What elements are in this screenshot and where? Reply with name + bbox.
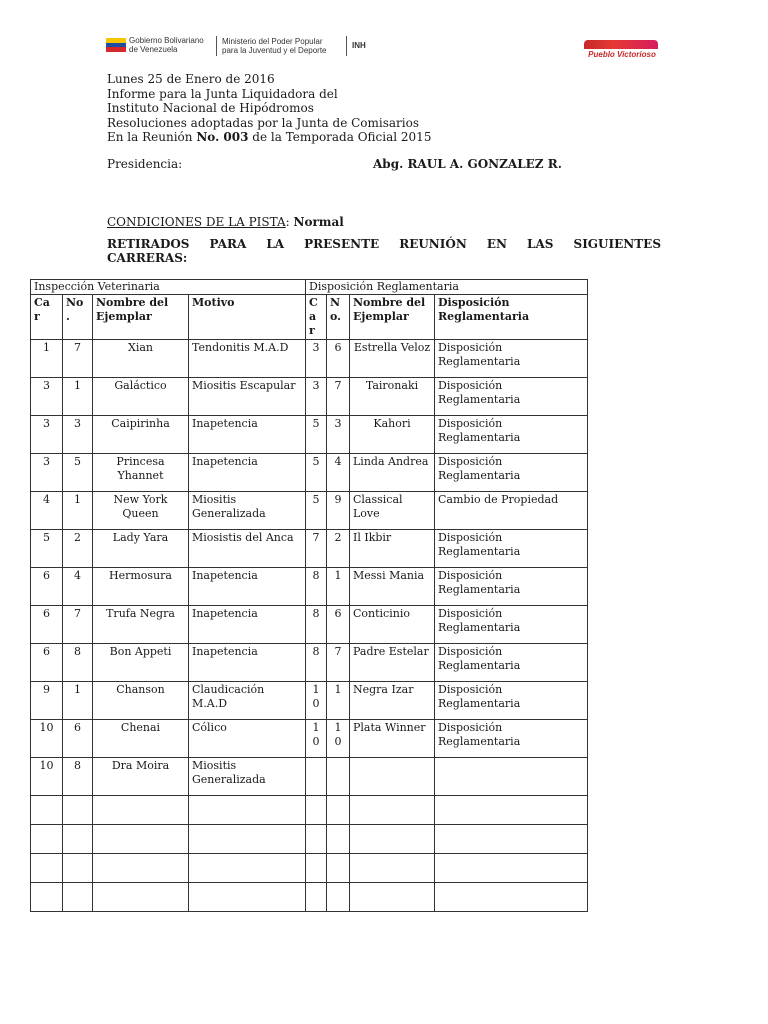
cell-nombre: Princesa Yhannet [93,454,189,492]
cell-disposicion: Disposición Reglamentaria [435,454,588,492]
header-nombre-2: Nombre del Ejemplar [350,295,435,340]
cell-motivo: Miositis Generalizada [189,758,306,796]
cell-disposicion: Disposición Reglamentaria [435,416,588,454]
cell-motivo: Cólico [189,720,306,758]
header-car: Ca r [31,295,63,340]
cell-no: 6 [63,720,93,758]
empty-row [31,883,588,912]
header-no: No . [63,295,93,340]
cell-car: 6 [31,568,63,606]
cell-nombre: Chanson [93,682,189,720]
cell-car: 10 [31,758,63,796]
group-header-disposicion: Disposición Reglamentaria [306,280,588,295]
cell-disposicion: Disposición Reglamentaria [435,644,588,682]
table-row [31,492,588,530]
header-divider [216,36,217,56]
cell-no-2: 6 [327,606,350,644]
cell-disposicion: Disposición Reglamentaria [435,530,588,568]
cell-disposicion: Disposición Reglamentaria [435,720,588,758]
cell-nombre: Galáctico [93,378,189,416]
cell-nombre: Lady Yara [93,530,189,568]
header-no-2: N o. [327,295,350,340]
cell-car-2: 3 [306,340,327,378]
header-car-2: C a r [306,295,327,340]
cell-car: 10 [31,720,63,758]
cell-no: 1 [63,492,93,530]
table-row [31,682,588,720]
cell-nombre-2: Negra Izar [350,682,435,720]
table-row [31,530,588,568]
cell-no-2: 7 [327,378,350,416]
table-row [31,758,588,796]
ministry-logo-text: Ministerio del Poder Popular para la Juventud y el Deporte [222,37,327,55]
pueblo-victorioso-logo [580,40,664,62]
report-recipient: Informe para la Junta Liquidadora del [107,86,338,101]
cell-nombre-2: Plata Winner [350,720,435,758]
table-row [31,568,588,606]
cell-no: 1 [63,378,93,416]
cell-no-2: 1 [327,682,350,720]
cell-car: 5 [31,530,63,568]
cell-car-2: 8 [306,606,327,644]
header-motivo: Motivo [189,295,306,340]
cell-motivo: Claudicación M.A.D [189,682,306,720]
cell-car: 6 [31,644,63,682]
cell-car: 4 [31,492,63,530]
table-header-row [31,295,588,340]
cell-car-2: 8 [306,644,327,682]
cell-car-2: 8 [306,568,327,606]
cell-nombre-2 [350,758,435,796]
cell-car-2: 1 0 [306,682,327,720]
cell-disposicion: Disposición Reglamentaria [435,378,588,416]
cell-no-2: 7 [327,644,350,682]
table-row [31,606,588,644]
cell-car-2 [306,758,327,796]
retirados-heading: RETIRADOS PARA LA PRESENTE REUNIÓN EN LAS SIGUIENTES [107,237,661,251]
presidencia-label: Presidencia: [107,157,183,171]
cell-no: 4 [63,568,93,606]
cell-no-2: 4 [327,454,350,492]
cell-nombre: Trufa Negra [93,606,189,644]
withdrawals-table [30,279,588,912]
cell-no: 5 [63,454,93,492]
table-row [31,720,588,758]
cell-disposicion: Disposición Reglamentaria [435,606,588,644]
cell-disposicion: Disposición Reglamentaria [435,568,588,606]
cell-car-2: 5 [306,492,327,530]
header-divider [346,36,347,56]
header-nombre: Nombre del Ejemplar [93,295,189,340]
cell-car-2: 1 0 [306,720,327,758]
cell-nombre: Xian [93,340,189,378]
retirados-heading-cont: CARRERAS: [107,251,188,265]
cell-nombre: Caipirinha [93,416,189,454]
cell-disposicion: Cambio de Propiedad [435,492,588,530]
cell-car-2: 5 [306,454,327,492]
institution-name: Instituto Nacional de Hipódromos [107,101,314,115]
meeting-info: En la Reunión No. 003 de la Temporada Oficial 2015 [107,130,432,144]
report-date: Lunes 25 de Enero de 2016 [107,72,275,86]
header-disposicion: Disposición Reglamentaria [435,295,588,340]
cell-nombre-2: Padre Estelar [350,644,435,682]
cell-car: 3 [31,454,63,492]
report-intro [107,72,667,145]
empty-row [31,825,588,854]
cell-no: 1 [63,682,93,720]
cell-nombre-2: Estrella Veloz [350,340,435,378]
cell-nombre-2: Linda Andrea [350,454,435,492]
cell-motivo: Miosistis del Anca [189,530,306,568]
cell-disposicion: Disposición Reglamentaria [435,682,588,720]
cell-nombre-2: Classical Love [350,492,435,530]
cell-no: 8 [63,644,93,682]
cell-car-2: 5 [306,416,327,454]
cell-no: 7 [63,606,93,644]
cell-no-2: 9 [327,492,350,530]
cell-car: 3 [31,378,63,416]
cell-no-2: 2 [327,530,350,568]
venezuela-flag-icon [106,38,126,52]
gobierno-logo-text: Gobierno Bolivariano de Venezuela [129,36,204,54]
cell-car: 9 [31,682,63,720]
cell-no: 8 [63,758,93,796]
cell-no-2: 1 [327,568,350,606]
cell-disposicion [435,758,588,796]
cell-no-2: 6 [327,340,350,378]
logo-banner-shape [584,40,658,49]
cell-car: 6 [31,606,63,644]
cell-nombre: Chenai [93,720,189,758]
presidencia-name: Abg. RAUL A. GONZALEZ R. [373,157,562,171]
table-row [31,454,588,492]
track-conditions: CONDICIONES DE LA PISTA: Normal [107,215,344,229]
cell-motivo: Tendonitis M.A.D [189,340,306,378]
cell-nombre-2: Kahori [350,416,435,454]
cell-motivo: Inapetencia [189,606,306,644]
cell-no: 3 [63,416,93,454]
table-row [31,378,588,416]
cell-car: 3 [31,416,63,454]
empty-row [31,796,588,825]
cell-motivo: Inapetencia [189,568,306,606]
cell-nombre-2: Conticinio [350,606,435,644]
group-header-veterinaria: Inspección Veterinaria [31,280,306,295]
cell-nombre: Hermosura [93,568,189,606]
cell-car-2: 3 [306,378,327,416]
logo-caption: Pueblo Victorioso [588,50,656,59]
table-row [31,644,588,682]
cell-car: 1 [31,340,63,378]
inh-logo-text: INH [352,41,366,50]
cell-no-2: 1 0 [327,720,350,758]
table-row [31,416,588,454]
cell-disposicion: Disposición Reglamentaria [435,340,588,378]
cell-motivo: Miositis Generalizada [189,492,306,530]
cell-nombre: Bon Appeti [93,644,189,682]
cell-motivo: Inapetencia [189,416,306,454]
cell-motivo: Inapetencia [189,644,306,682]
cell-car-2: 7 [306,530,327,568]
cell-nombre-2: Il Ikbir [350,530,435,568]
cell-motivo: Miositis Escapular [189,378,306,416]
report-subject: Resoluciones adoptadas por la Junta de Comisarios [107,115,420,130]
cell-nombre: Dra Moira [93,758,189,796]
cell-nombre: New York Queen [93,492,189,530]
table-row [31,340,588,378]
empty-row [31,854,588,883]
cell-no: 7 [63,340,93,378]
letterhead [106,36,662,64]
cell-nombre-2: Messi Mania [350,568,435,606]
cell-no: 2 [63,530,93,568]
cell-nombre-2: Taironaki [350,378,435,416]
cell-no-2: 3 [327,416,350,454]
cell-no-2 [327,758,350,796]
cell-motivo: Inapetencia [189,454,306,492]
